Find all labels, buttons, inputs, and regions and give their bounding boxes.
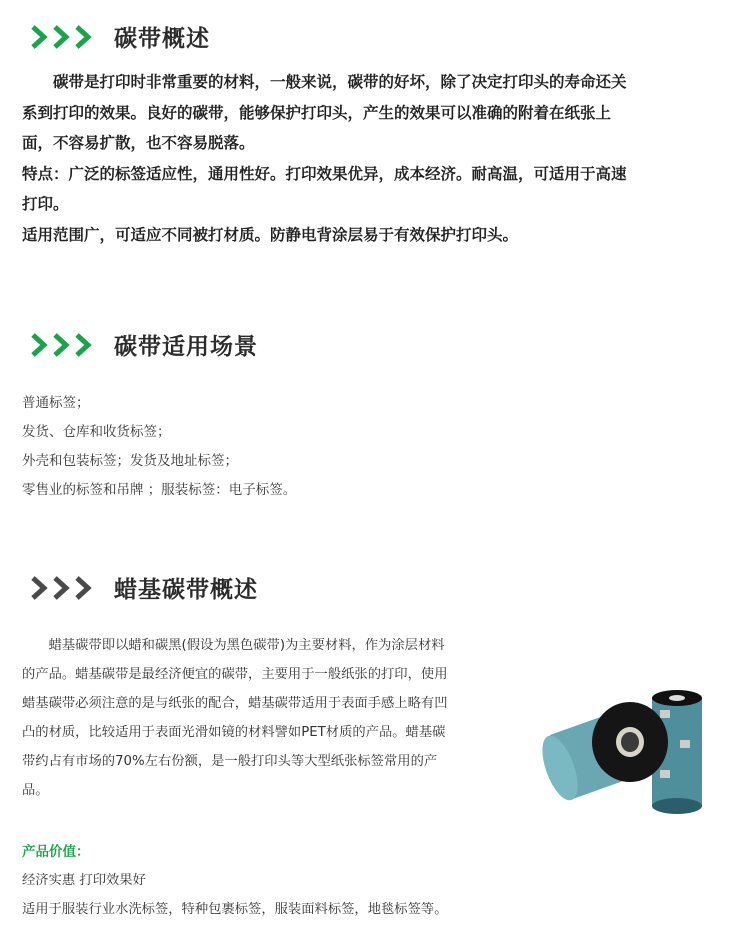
text-line: 打印。 bbox=[22, 195, 69, 213]
product-value bbox=[22, 838, 448, 924]
section-title: 蜡基碳带概述 bbox=[114, 577, 258, 603]
section-header-overview bbox=[30, 20, 210, 53]
overview-text bbox=[22, 67, 627, 250]
text-line: 面，不容易扩散，也不容易脱落。 bbox=[22, 134, 255, 152]
list-item: 外壳和包装标签；发货及地址标签； bbox=[22, 453, 238, 469]
scenario-list bbox=[22, 389, 296, 505]
chevrons-icon bbox=[30, 24, 92, 50]
chevrons-icon bbox=[30, 332, 92, 358]
text-line: 适用范围广，可适应不同被打材质。防静电背涂层易于有效保护打印头。 bbox=[22, 225, 519, 244]
text-line: 特点：广泛的标签适应性，通用性好。打印效果优异，成本经济。耐高温，可适用于高速 bbox=[22, 164, 627, 183]
section-title: 碳带适用场景 bbox=[114, 334, 258, 360]
ribbon-rolls-image bbox=[540, 680, 740, 830]
text-line: 品。 bbox=[22, 783, 49, 798]
text-line: 蜡基碳带必须注意的是与纸张的配合，蜡基碳带适用于表面手感上略有凹 bbox=[22, 696, 448, 711]
chevrons-icon bbox=[30, 575, 92, 601]
text-line: 碳带是打印时非常重要的材料，一般来说，碳带的好坏，除了决定打印头的寿命还关 bbox=[22, 73, 627, 91]
value-line: 经济实惠 打印效果好 bbox=[22, 873, 146, 888]
list-item: 发货、仓库和收货标签； bbox=[22, 424, 171, 440]
text-line: 蜡基碳带即以蜡和碳黑(假设为黑色碳带)为主要材料，作为涂层材料 bbox=[22, 638, 445, 653]
value-line: 适用于服装行业水洗标签，特种包裹标签，服装面料标签，地毯标签等。 bbox=[22, 902, 448, 917]
section-header-scenarios bbox=[30, 328, 258, 361]
text-line: 带约占有市场的70%左右份额，是一般打印头等大型纸张标签常用的产 bbox=[22, 754, 438, 769]
section-header-wax bbox=[30, 571, 258, 604]
list-item: 零售业的标签和吊牌 ；服装标签：电子标签。 bbox=[22, 482, 297, 498]
value-label: 产品价值： bbox=[22, 844, 90, 860]
wax-text bbox=[22, 631, 448, 805]
text-line: 系到打印的效果。良好的碳带，能够保护打印头，产生的效果可以准确的附着在纸张上 bbox=[22, 103, 612, 122]
list-item: 普通标签； bbox=[22, 395, 90, 411]
text-line: 凸的材质，比较适用于表面光滑如镜的材料譬如PET材质的产品。蜡基碳 bbox=[22, 725, 446, 740]
text-line: 的产品。蜡基碳带是最经济便宜的碳带，主要用于一般纸张的打印，使用 bbox=[22, 667, 448, 682]
section-title: 碳带概述 bbox=[114, 26, 210, 52]
